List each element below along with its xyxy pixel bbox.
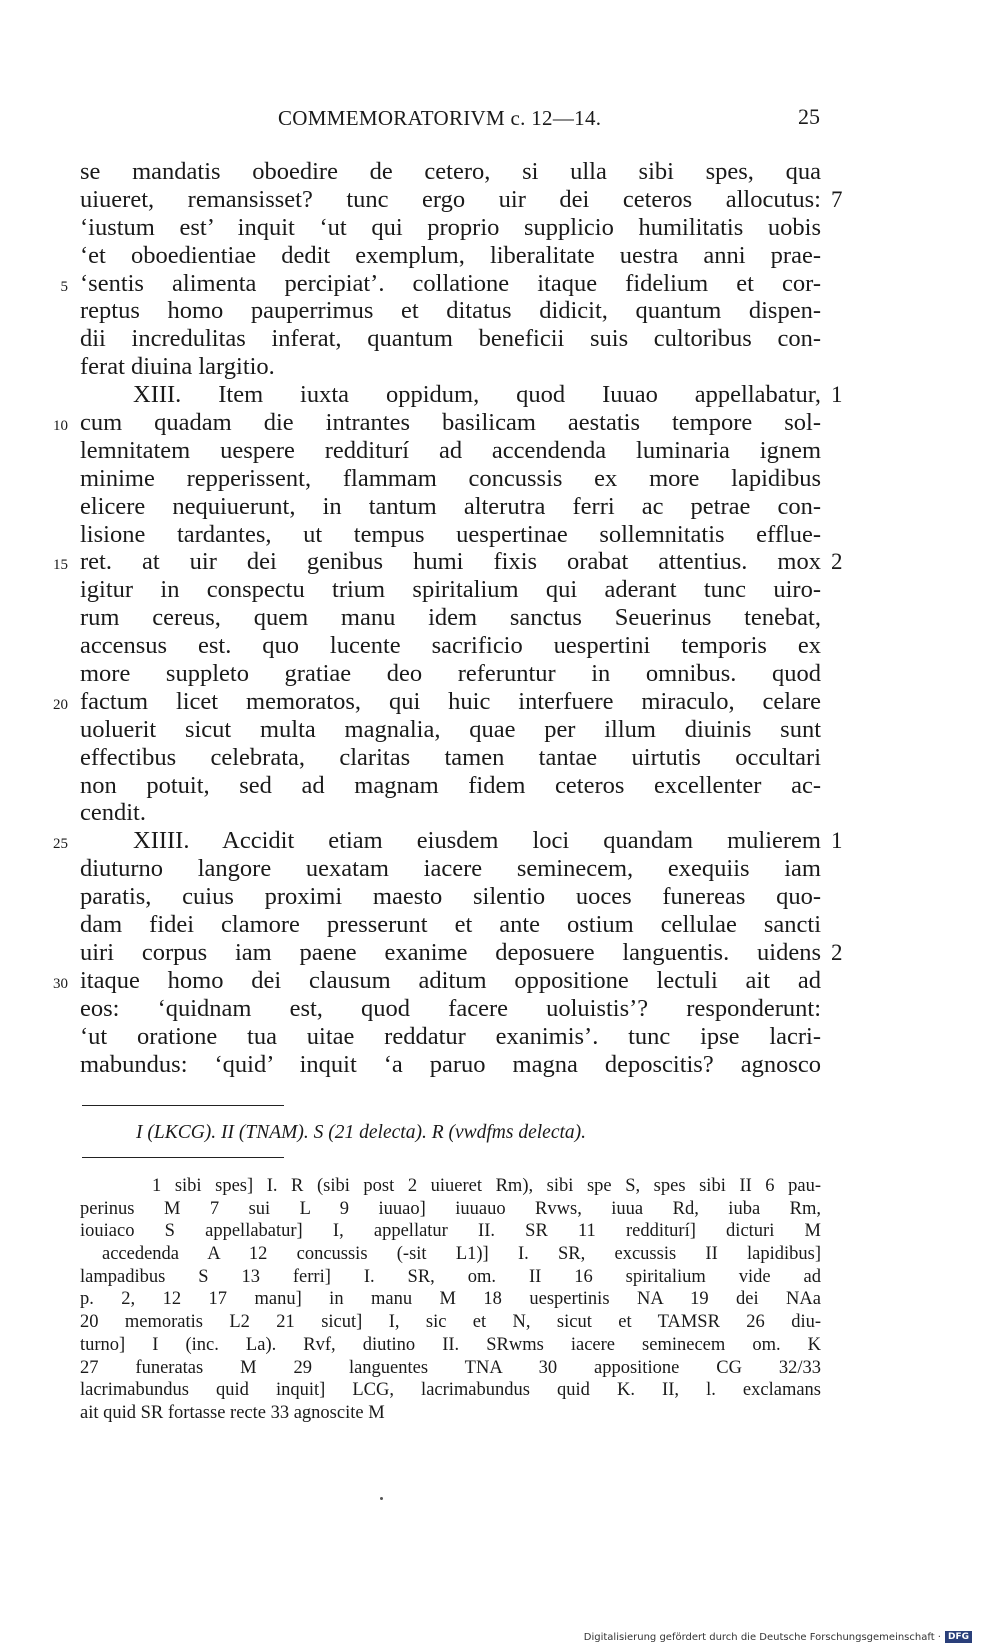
text-line [0, 827, 1000, 855]
line-text: ‘ut oratione tua uitae reddatur exanimis’. tunc ipse lacri- [80, 1022, 821, 1050]
text-line [0, 1023, 1000, 1051]
text-line [0, 744, 1000, 772]
text-line [0, 1051, 1000, 1079]
sigla-rule-bottom [82, 1157, 284, 1158]
line-text: factum licet memoratos, qui huic interfuere miraculo, celare [80, 687, 821, 715]
line-text: diuturno langore uexatam iacere seminecem, exequiis iam [80, 855, 821, 883]
text-line [0, 967, 1000, 995]
apparatus-line [0, 1220, 1000, 1243]
text-line [0, 270, 1000, 298]
text-line [0, 325, 1000, 353]
line-text: lemnitatem uespere redditurí ad accendenda luminaria ignem [80, 436, 821, 464]
text-line [0, 660, 1000, 688]
text-line [0, 772, 1000, 800]
line-number: 15 [53, 557, 68, 574]
apparatus-text: ait quid SR fortasse recte 33 agnoscite M [80, 1402, 385, 1423]
line-text: ret. at uir dei genibus humi fixis orabat attentius. mox [80, 548, 821, 576]
text-line [0, 186, 1000, 214]
margin-section-number: 2 [831, 939, 843, 965]
text-line [0, 409, 1000, 437]
text-line [0, 465, 1000, 493]
apparatus-line [0, 1266, 1000, 1289]
line-number: 25 [53, 836, 68, 853]
line-text: non potuit, sed ad magnam fidem ceteros excellenter ac- [80, 771, 821, 799]
dfg-logo: DFG [945, 1631, 972, 1643]
line-text: ‘sentis alimenta percipiat’. collatione itaque fidelium et cor- [80, 269, 821, 297]
apparatus-text: lacrimabundus quid inquit] LCG, lacrimabundus quid K. II, l. exclamans [80, 1380, 821, 1401]
line-text: dam fidei clamore presserunt et ante ostium cellulae sancti [80, 911, 821, 939]
text-line [0, 855, 1000, 883]
apparatus-text: turno] I (inc. La). Rvf, diutino II. SRwms iacere seminecem om. K [80, 1334, 821, 1355]
text-line [0, 297, 1000, 325]
text-line [0, 688, 1000, 716]
line-text: uiueret, remansisset? tunc ergo uir dei ceteros allocutus: [80, 185, 821, 213]
line-text: accensus est. quo lucente sacrificio uespertini temporis ex [80, 632, 821, 660]
main-text [0, 158, 1000, 1078]
credit-text: Digitalisierung gefördert durch die Deutsche Forschungsgemeinschaft · [583, 1631, 941, 1643]
apparatus-line [0, 1379, 1000, 1402]
line-text: se mandatis oboedire de cetero, si ulla sibi spes, qua [80, 158, 821, 185]
text-line [0, 437, 1000, 465]
running-title: COMMEMORATORIVM c. 12—14. [278, 106, 602, 130]
text-line [0, 158, 1000, 186]
text-line [0, 939, 1000, 967]
text-line [0, 911, 1000, 939]
line-text: effectibus celebrata, claritas tamen tantae uirtutis occultari [80, 743, 821, 771]
line-text: paratis, cuius proximi maesto silentio uoces funereas quo- [80, 883, 821, 911]
apparatus-text: iouiaco S appellabatur] I, appellatur II. SR 11 redditurí] dicturi M [80, 1221, 821, 1242]
line-text: dii incredulitas inferat, quantum beneficii suis cultoribus con- [80, 325, 821, 353]
sigla-line: I (LKCG). II (TNAM). S (21 delecta). R (vwdfms delecta). [136, 1122, 587, 1143]
text-line [0, 521, 1000, 549]
apparatus-line [0, 1175, 1000, 1198]
line-text: cum quadam die intrantes basilicam aestatis tempore sol- [80, 409, 821, 437]
line-text: rum cereus, quem manu idem sanctus Seuerinus tenebat, [80, 604, 821, 632]
line-text: elicere nequiuerunt, in tantum alterutra ferri ac petrae con- [80, 492, 821, 520]
digitization-credit [584, 1631, 972, 1643]
line-text: reptus homo pauperrimus et ditatus didicit, quantum dispen- [80, 297, 821, 325]
text-line [0, 353, 1000, 381]
critical-apparatus [0, 1175, 1000, 1425]
apparatus-line [0, 1311, 1000, 1334]
line-text: igitur in conspectu trium spiritalium qui aderant tunc uiro- [80, 576, 821, 604]
apparatus-text: 1 sibi spes] I. R (sibi post 2 uiueret Rm), sibi spe S, spes sibi II 6 pau- [152, 1176, 821, 1196]
line-text: ‘et oboedientiae dedit exemplum, liberalitate uestra anni prae- [80, 241, 821, 269]
text-line [0, 632, 1000, 660]
text-line [0, 995, 1000, 1023]
line-text: ‘iustum est’ inquit ‘ut qui proprio supplicio humilitatis uobis [80, 213, 821, 241]
text-line [0, 214, 1000, 242]
line-text: uoluerit sicut multa magnalia, quae per illum diuinis sunt [80, 715, 821, 743]
apparatus-text: 27 funeratas M 29 languentes TNA 30 appositione CG 32/33 [80, 1357, 821, 1378]
apparatus-line [0, 1357, 1000, 1380]
line-text: eos: ‘quidnam est, quod facere uoluistis’? responderunt: [80, 994, 821, 1022]
sigla-rule-top [82, 1105, 284, 1106]
page-number: 25 [798, 104, 820, 129]
margin-section-number: 2 [831, 549, 843, 575]
margin-section-number: 7 [831, 186, 843, 212]
text-line [0, 799, 1000, 827]
text-line [0, 242, 1000, 270]
apparatus-text: lampadibus S 13 ferri] I. SR, om. II 16 spiritalium vide ad [80, 1266, 821, 1287]
line-text: more suppleto gratiae deo referuntur in omnibus. quod [80, 660, 821, 688]
line-text: XIIII. Accidit etiam eiusdem loci quandam mulierem [133, 827, 821, 855]
line-text: ferat diuina largitio. [80, 353, 275, 381]
page-header [0, 100, 1000, 136]
line-text: uiri corpus iam paene exanime deposuere languentis. uidens [80, 938, 821, 966]
page-speck [380, 1497, 383, 1500]
apparatus-text: accedenda A 12 concussis (-sit L1)] I. SR, excussis II lapidibus] [102, 1244, 821, 1265]
text-line [0, 548, 1000, 576]
apparatus-line [0, 1243, 1000, 1266]
apparatus-text: 20 memoratis L2 21 sicut] I, sic et N, sicut et TAMSR 26 diu- [80, 1312, 821, 1333]
text-line [0, 381, 1000, 409]
line-number: 10 [53, 418, 68, 435]
line-text: mabundus: ‘quid’ inquit ‘a paruo magna deposcitis? agnosco [80, 1050, 821, 1078]
line-text: XIII. Item iuxta oppidum, quod Iuuao appellabatur, [133, 381, 821, 409]
text-line [0, 883, 1000, 911]
apparatus-text: perinus M 7 sui L 9 iuuao] iuuauo Rvws, iuua Rd, iuba Rm, [80, 1198, 821, 1219]
line-text: itaque homo dei clausum aditum oppositione lectuli ait ad [80, 966, 821, 994]
line-text: lisione tardantes, ut tempus uespertinae sollemnitatis efflue- [80, 520, 821, 548]
apparatus-line [0, 1334, 1000, 1357]
apparatus-line [0, 1288, 1000, 1311]
text-line [0, 576, 1000, 604]
line-number: 5 [60, 278, 68, 295]
text-line [0, 604, 1000, 632]
text-line [0, 716, 1000, 744]
line-number: 20 [53, 696, 68, 713]
apparatus-line [0, 1402, 1000, 1425]
apparatus-text: p. 2, 12 17 manu] in manu M 18 uespertinis NA 19 dei NAa [80, 1289, 821, 1310]
line-number: 30 [53, 975, 68, 992]
margin-section-number: 1 [831, 382, 843, 408]
margin-section-number: 1 [831, 828, 843, 854]
line-text: cendit. [80, 799, 146, 827]
text-line [0, 493, 1000, 521]
apparatus-line [0, 1198, 1000, 1221]
line-text: minime repperissent, flammam concussis ex more lapidibus [80, 464, 821, 492]
